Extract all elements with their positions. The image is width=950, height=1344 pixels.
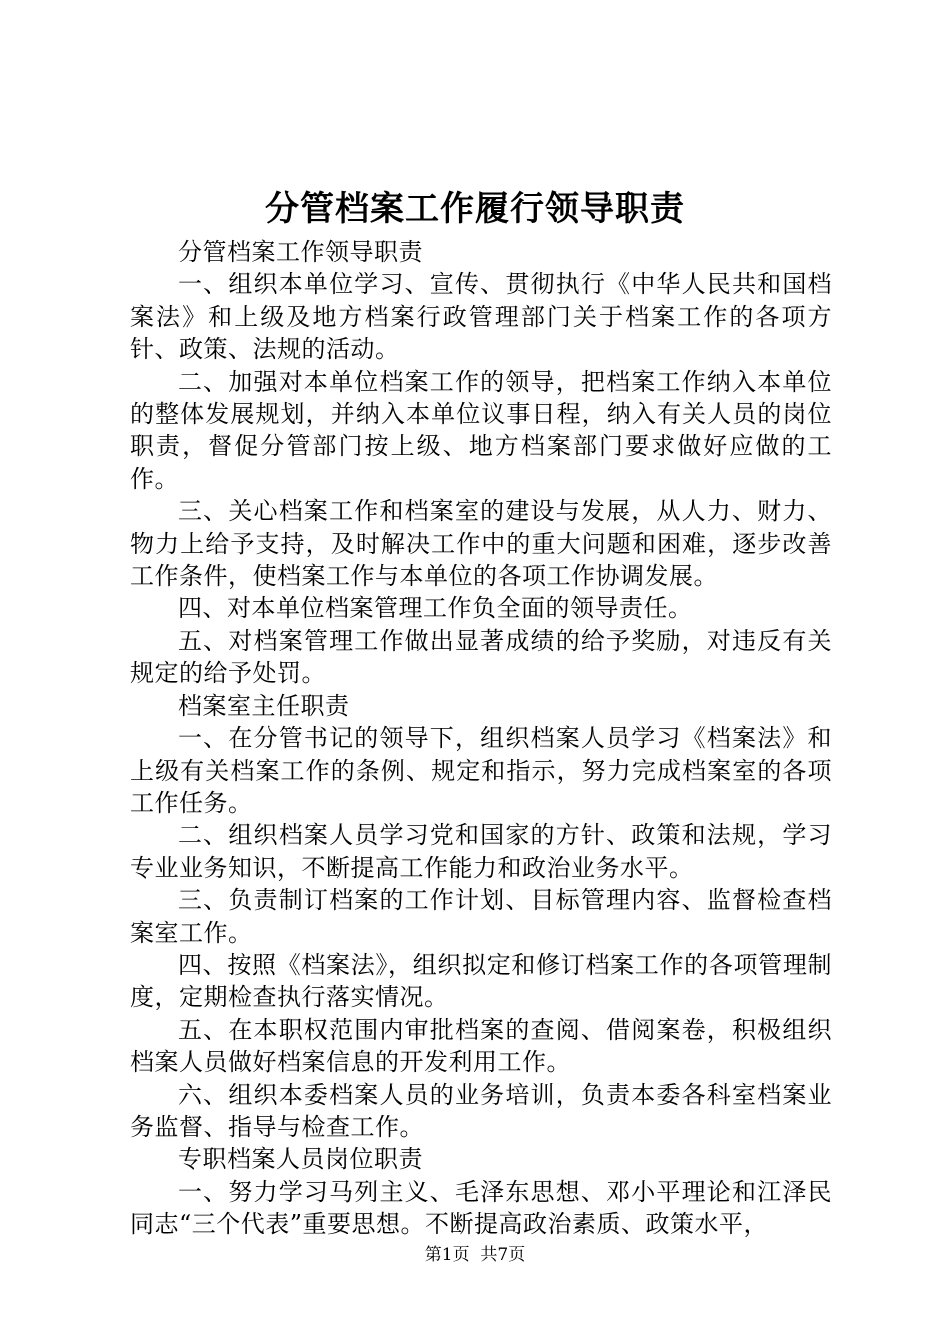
paragraph: 四、按照《档案法》，组织拟定和修订档案工作的各项管理制度，定期检查执行落实情况。 (130, 950, 832, 1012)
paragraph: 二、加强对本单位档案工作的领导，把档案工作纳入本单位的整体发展规划，并纳入本单位议事日程，纳入有关人员的岗位职责，督促分管部门按上级、地方档案部门要求做好应做的工作。 (130, 367, 832, 493)
section-heading: 档案室主任职责 (178, 691, 350, 720)
section-heading: 专职档案人员岗位职责 (178, 1145, 423, 1174)
paragraph: 五、对档案管理工作做出显著成绩的给予奖励，对违反有关规定的给予处罚。 (130, 626, 832, 688)
document-body (130, 236, 832, 1241)
paragraph: 四、对本单位档案管理工作负全面的领导责任。 (178, 594, 693, 623)
document-title: 分管档案工作履行领导职责 (265, 189, 685, 229)
paragraph: 一、在分管书记的领导下，组织档案人员学习《档案法》和上级有关档案工作的条例、规定和指示，努力完成档案室的各项工作任务。 (130, 724, 832, 817)
page-total: 共7页 (480, 1245, 526, 1265)
page-number: 第1页 (424, 1245, 470, 1265)
paragraph: 五、在本职权范围内审批档案的查阅、借阅案卷，积极组织档案人员做好档案信息的开发利用工作。 (130, 1015, 832, 1077)
paragraph: 三、负责制订档案的工作计划、目标管理内容、监督检查档案室工作。 (130, 886, 832, 947)
paragraph: 二、组织档案人员学习党和国家的方针、政策和法规，学习专业业务知识，不断提高工作能力和政治业务水平。 (130, 821, 832, 882)
page-footer (0, 1244, 950, 1266)
paragraph: 一、组织本单位学习、宣传、贯彻执行《中华人民共和国档案法》和上级及地方档案行政管理部门关于档案工作的各项方针、政策、法规的活动。 (130, 270, 832, 364)
paragraph: 六、组织本委档案人员的业务培训，负责本委各科室档案业务监督、指导与检查工作。 (130, 1080, 832, 1141)
section-heading: 分管档案工作领导职责 (178, 238, 423, 266)
paragraph: 一、努力学习马列主义、毛泽东思想、邓小平理论和江泽民同志“三个代表”重要思想。不断提高政治素质、政策水平， (130, 1177, 832, 1239)
paragraph: 三、关心档案工作和档案室的建设与发展，从人力、财力、物力上给予支持，及时解决工作中的重大问题和困难，逐步改善工作条件，使档案工作与本单位的各项工作协调发展。 (130, 497, 832, 591)
